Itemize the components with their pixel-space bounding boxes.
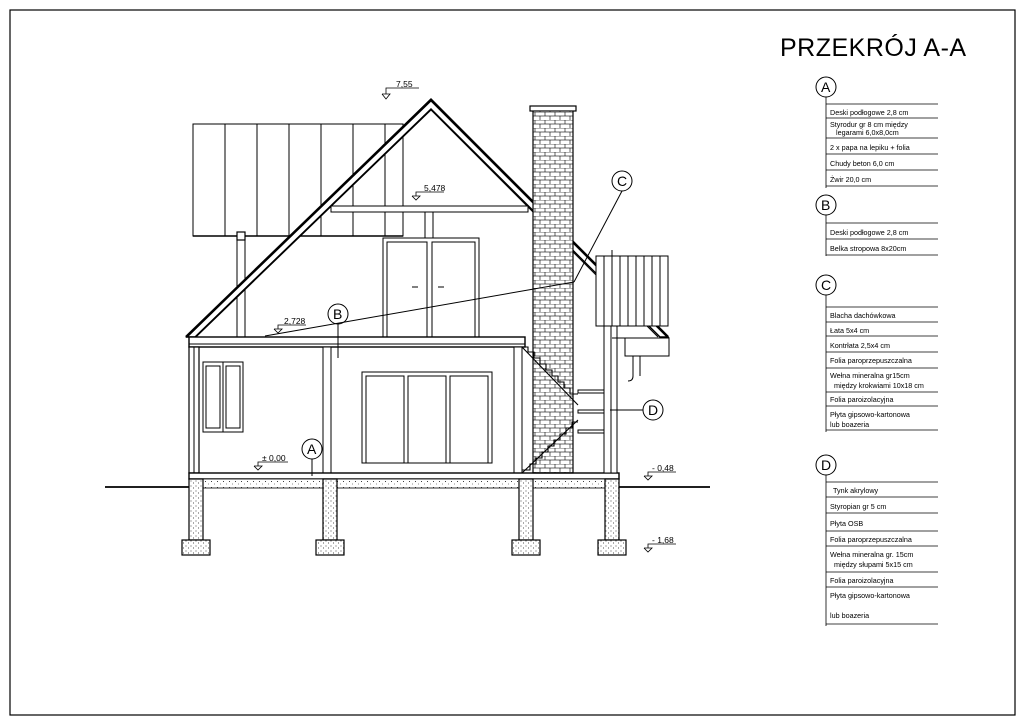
foundations (182, 479, 626, 555)
legend-c-layer-1: Blacha dachówkowa (830, 311, 896, 320)
marker-d-label: D (648, 402, 659, 418)
legend-c-layer-4: Folia paroprzepuszczalna (830, 356, 912, 365)
legend-d (816, 455, 938, 626)
marker-c-label: C (617, 173, 628, 189)
legend-d-letter: D (821, 457, 832, 473)
building-section (105, 99, 710, 555)
legend-d-layer-8: Płyta gipsowo-kartonowa (830, 591, 910, 600)
legend-d-layer-2: Styropian gr 5 cm (830, 502, 887, 511)
legend-a-layer-3: legarami 6,0x8,0cm (836, 128, 899, 137)
legend-a-layer-1: Deski podłogowe 2,8 cm (830, 108, 909, 117)
attic-door (383, 238, 479, 337)
legend-a (816, 77, 938, 188)
legend-c-layer-5: Wełna mineralna gr15cm (830, 371, 910, 380)
marker-a-label: A (307, 441, 317, 457)
legend-d-layer-6: między słupami 5x15 cm (834, 560, 913, 569)
level-foundation-label: - 1,68 (652, 535, 674, 545)
legend-d-layer-1: Tynk akrylowy (833, 486, 879, 495)
legend-d-layer-5: Wełna mineralna gr. 15cm (830, 550, 914, 559)
legend-a-layer-5: Chudy beton 6,0 cm (830, 159, 895, 168)
right-porch (578, 250, 669, 473)
legend-c-layer-9: lub boazeria (830, 420, 870, 429)
level-ridge-label: 7,55 (396, 79, 413, 89)
legend-a-layer-6: Żwir 20,0 cm (830, 175, 872, 184)
legend-b-layer-1: Deski podłogowe 2,8 cm (830, 228, 909, 237)
legend-d-layer-3: Płyta OSB (830, 519, 864, 528)
legend-a-layer-4: 2 x papa na lepiku + folia (830, 143, 910, 152)
patio-door (362, 372, 492, 463)
left-dormer-cladding (193, 124, 403, 236)
level-ground-label: - 0,48 (652, 463, 674, 473)
legend-b-letter: B (821, 197, 831, 213)
legend-c-letter: C (821, 277, 832, 293)
legend-d-layer-7: Folia paroizolacyjna (830, 576, 894, 585)
marker-b-label: B (333, 306, 343, 322)
level-ceiling-label: 2,728 (284, 316, 306, 326)
chimney (530, 106, 576, 473)
level-collar-label: 5,478 (424, 183, 446, 193)
legend-c-layer-2: Łata 5x4 cm (830, 326, 870, 335)
legend-c-layer-8: Płyta gipsowo-kartonowa (830, 410, 910, 419)
legend-d-layer-9: lub boazeria (830, 611, 870, 620)
drawing-title: PRZEKRÓJ A-A (780, 34, 967, 62)
window-left (203, 362, 243, 432)
legend-c (816, 275, 938, 432)
legend-c-layer-3: Kontrłata 2,5x4 cm (830, 341, 890, 350)
legend-b (816, 195, 938, 256)
legend-a-letter: A (821, 79, 831, 95)
level-floor-label: ± 0,00 (262, 453, 286, 463)
legend-c-layer-6: między krokwiami 10x18 cm (834, 381, 924, 390)
legend-a-layer-2: Styrodur gr 8 cm między (830, 120, 908, 129)
legend-d-layer-4: Folia paroprzepuszczalna (830, 535, 912, 544)
legend-b-layer-2: Belka stropowa 8x20cm (830, 244, 907, 253)
legend-c-layer-7: Folia paroizolacyjna (830, 395, 894, 404)
